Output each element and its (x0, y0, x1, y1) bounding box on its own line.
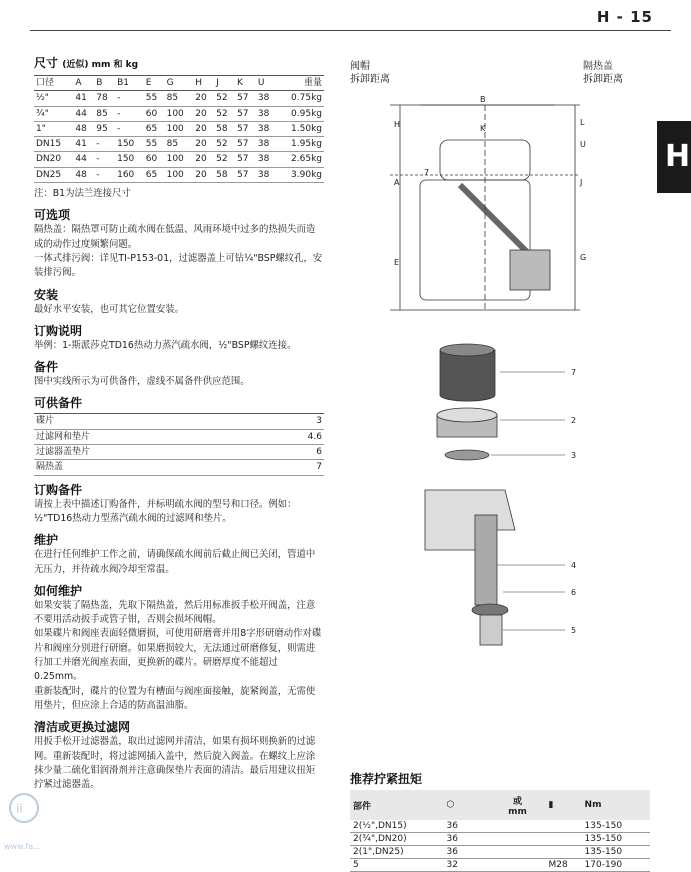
torque-table (350, 790, 650, 872)
table-cell (490, 833, 546, 846)
table-cell: ½" (34, 91, 73, 106)
table-cell: 41 (73, 137, 94, 152)
table-cell: 52 (214, 152, 235, 167)
table-cell: 57 (235, 152, 256, 167)
dim-col-header: B (94, 76, 115, 91)
spares-table (34, 413, 324, 475)
table-cell: 6 (254, 445, 324, 460)
dim-l: L (580, 118, 585, 127)
svg-text:ii: ii (16, 802, 23, 816)
table-cell: 58 (214, 121, 235, 136)
table-cell: 57 (235, 167, 256, 182)
table-row (34, 91, 324, 106)
callout-6: 6 (571, 588, 577, 597)
table-row (350, 846, 650, 859)
table-cell: 36 (444, 833, 490, 846)
dim-col-header: 口径 (34, 76, 73, 91)
table-cell: 160 (115, 167, 144, 182)
options-p2: 一体式排污阀：详见TI-P153-01，过滤器盖上可钻¼"BSP螺纹孔，安装排污阀。 (34, 252, 323, 279)
table-row (34, 121, 324, 136)
table-cell: 58 (214, 167, 235, 182)
table-cell: 36 (444, 846, 490, 859)
table-cell: 85 (94, 106, 115, 121)
table-cell (490, 820, 546, 833)
dim-7: 7 (424, 168, 430, 177)
maintenance-text: 在进行任何维护工作之前，请确保疏水阀前后截止阀已关闭，管道中无压力，并待疏水阀冷却至常温。 (34, 549, 316, 575)
table-row (34, 167, 324, 182)
table-row (34, 137, 324, 152)
dim-k: K (480, 124, 486, 133)
table-cell: 52 (214, 106, 235, 121)
howto-title: 如何维护 (34, 583, 83, 598)
table-cell: 100 (165, 106, 194, 121)
callout-5: 5 (571, 626, 577, 635)
spares-note-text: 图中实线所示为可供备件，虚线不属备件供应范围。 (34, 376, 250, 388)
table-cell: 20 (193, 91, 214, 106)
table-cell: 57 (235, 121, 256, 136)
table-cell: DN15 (34, 137, 73, 152)
table-cell (546, 846, 582, 859)
table-cell: 150 (115, 152, 144, 167)
dim-col-header: K (235, 76, 256, 91)
table-cell: 过滤器盖垫片 (34, 445, 254, 460)
dim-u: U (580, 140, 586, 149)
table-cell: 57 (235, 137, 256, 152)
table-cell: 36 (444, 820, 490, 833)
table-cell: 0.95kg (277, 106, 324, 121)
table-cell: 过滤网和垫片 (34, 429, 254, 444)
screen-title: 清洁或更换过滤网 (34, 720, 131, 735)
dim-h: H (394, 120, 401, 129)
table-cell: 95 (94, 121, 115, 136)
socket-icon: ▮ (546, 790, 582, 820)
dim-g: G (580, 253, 587, 262)
table-cell: 20 (193, 106, 214, 121)
table-cell: 3.90kg (277, 167, 324, 182)
table-cell: - (115, 91, 144, 106)
howto-p3: 重新装配时，碟片的位置为有槽面与阀座面接触，旋紧阀盖，无需使用垫片，但应涂上合适的防高温油脂。 (34, 685, 316, 711)
table-cell: 60 (144, 152, 165, 167)
table-cell: 2.65kg (277, 152, 324, 167)
table-cell: - (94, 137, 115, 152)
order-spares-title: 订购备件 (34, 482, 83, 497)
table-cell: 135-150 (582, 833, 650, 846)
spares-note-title: 备件 (34, 360, 59, 375)
table-cell: 38 (256, 137, 277, 152)
trap-section-drawing (380, 85, 600, 315)
dim-col-header: 重量 (277, 76, 324, 91)
howto-p1: 如果安装了隔热盖，先取下隔热盖，然后用标准扳手松开阀盖，注意不要用活动扳手或管子钳，否则会损坏阀帽。 (34, 599, 316, 626)
table-cell (546, 833, 582, 846)
table-cell: 38 (256, 106, 277, 121)
table-cell: 7 (254, 460, 324, 475)
table-row (350, 833, 650, 846)
cap-label: 阀帽 拆卸距离 (350, 61, 390, 85)
dim-col-header: A (73, 76, 94, 91)
nut-icon: ⬡ (444, 790, 490, 820)
table-cell: DN20 (34, 152, 73, 167)
page-number: H - 15 (596, 8, 653, 26)
table-cell: 135-150 (582, 820, 650, 833)
table-cell: 170-190 (582, 859, 650, 872)
table-cell: 44 (73, 106, 94, 121)
table-cell: - (94, 167, 115, 182)
table-cell: 20 (193, 152, 214, 167)
torque-title: 推荐拧紧扭矩 (350, 772, 423, 786)
table-row (350, 859, 650, 872)
header-rule (30, 30, 671, 31)
dimensions-note: 注：B1为法兰连接尺寸 (34, 188, 131, 200)
table-row (34, 445, 324, 460)
table-cell: 3 (254, 414, 324, 429)
table-cell: 32 (444, 859, 490, 872)
table-cell: DN25 (34, 167, 73, 182)
left-column (34, 55, 324, 792)
table-cell: 1.95kg (277, 137, 324, 152)
dim-b: B (480, 95, 486, 104)
table-cell: 20 (193, 137, 214, 152)
table-cell: 5 (350, 859, 444, 872)
table-cell: 57 (235, 91, 256, 106)
table-cell (546, 820, 582, 833)
dimensions-title: 尺寸 (近似) mm 和 kg (34, 56, 139, 70)
spares-title: 可供备件 (34, 396, 83, 411)
dim-col-header: G (165, 76, 194, 91)
table-cell: 52 (214, 91, 235, 106)
dim-col-header: J (214, 76, 235, 91)
table-cell: 38 (256, 121, 277, 136)
table-cell: 4.6 (254, 429, 324, 444)
table-cell: 1.50kg (277, 121, 324, 136)
table-cell: 85 (165, 91, 194, 106)
table-row (34, 429, 324, 444)
callout-7: 7 (571, 368, 577, 377)
table-cell: 100 (165, 121, 194, 136)
dim-e: E (394, 258, 400, 267)
table-cell: 2(1",DN25) (350, 846, 444, 859)
table-cell: M28 (546, 859, 582, 872)
install-title: 安装 (34, 287, 59, 302)
section-tab: H (657, 121, 691, 193)
table-row (34, 106, 324, 121)
order-title: 订购说明 (34, 323, 83, 338)
maintenance-title: 维护 (34, 533, 59, 548)
watermark-logo-icon (4, 788, 44, 838)
torque-section (350, 771, 650, 872)
table-cell: 41 (73, 91, 94, 106)
exploded-view-drawing (395, 330, 595, 660)
dim-col-header: H (193, 76, 214, 91)
table-cell: 135-150 (582, 846, 650, 859)
options-title: 可选项 (34, 208, 71, 223)
options-p1: 隔热盖：隔热罩可防止疏水阀在低温、风雨环境中过多的热损失而造成的动作过度频繁问题。 (34, 224, 316, 250)
table-cell: ¾" (34, 106, 73, 121)
dim-j: J (580, 178, 583, 187)
table-cell: 48 (73, 167, 94, 182)
table-cell: 48 (73, 121, 94, 136)
table-cell: 52 (214, 137, 235, 152)
table-cell: 2(½",DN15) (350, 820, 444, 833)
table-cell: 65 (144, 121, 165, 136)
table-cell: 44 (73, 152, 94, 167)
table-row (350, 820, 650, 833)
table-cell: 100 (165, 167, 194, 182)
table-cell (490, 859, 546, 872)
watermark: ii www.fa... (4, 788, 44, 851)
table-cell: 100 (165, 152, 194, 167)
howto-p2: 如果碟片和阀座表面轻微磨损，可使用研磨膏并用8字形研磨动作对碟片和阀座分别进行研磨。如果磨损较大，无法通过研磨修复，则需进行加工并磨光阀座表面，更换新的碟片。研磨厚度不能超过0.25mm。 (34, 628, 322, 683)
table-cell: 65 (144, 167, 165, 182)
table-cell: 1" (34, 121, 73, 136)
screen-text: 用扳手松开过滤器盖，取出过滤网并清洁，如果有损坏则换新的过滤网。重新装配时，将过滤网插入盖中，然后旋入阀盖。在螺纹上应涂抹少量二硫化钼润滑剂并注意确保垫片表面的清洁。最后用建议扭矩拧紧过滤器盖。 (34, 736, 316, 791)
torque-head-or: 或 mm (490, 790, 546, 820)
torque-head-nm: Nm (582, 790, 650, 820)
table-cell: 38 (256, 152, 277, 167)
torque-head-part: 部件 (350, 790, 444, 820)
dim-a: A (394, 178, 400, 187)
table-cell: - (115, 106, 144, 121)
table-cell: - (115, 121, 144, 136)
table-cell: 38 (256, 91, 277, 106)
order-spares-text: 请按上表中描述订购备件，并标明疏水阀的型号和口径。例如：½"TD16热动力型蒸汽疏水阀的过滤网和垫片。 (34, 498, 297, 524)
table-row (34, 152, 324, 167)
table-row (34, 460, 324, 475)
install-text: 最好水平安装，也可其它位置安装。 (34, 303, 185, 315)
table-cell: 20 (193, 167, 214, 182)
dim-col-header: U (256, 76, 277, 91)
dim-col-header: B1 (115, 76, 144, 91)
table-cell: 57 (235, 106, 256, 121)
table-cell: 60 (144, 106, 165, 121)
table-cell: 20 (193, 121, 214, 136)
table-cell: - (94, 152, 115, 167)
cover-label: 隔热盖 拆卸距离 (583, 61, 623, 85)
callout-4: 4 (571, 561, 577, 570)
table-row (34, 414, 324, 429)
table-cell: 2(¾",DN20) (350, 833, 444, 846)
table-cell: 55 (144, 91, 165, 106)
table-cell: 38 (256, 167, 277, 182)
callout-2: 2 (571, 416, 577, 425)
table-cell (490, 846, 546, 859)
table-cell: 85 (165, 137, 194, 152)
table-cell: 55 (144, 137, 165, 152)
table-cell: 碟片 (34, 414, 254, 429)
order-text: 举例：1-斯派莎克TD16热动力蒸汽疏水阀，½"BSP螺纹连接。 (34, 339, 297, 351)
table-cell: 0.75kg (277, 91, 324, 106)
table-cell: 78 (94, 91, 115, 106)
table-cell: 隔热盖 (34, 460, 254, 475)
dimensions-table (34, 75, 324, 183)
callout-3: 3 (571, 451, 577, 460)
dim-col-header: E (144, 76, 165, 91)
table-cell: 150 (115, 137, 144, 152)
